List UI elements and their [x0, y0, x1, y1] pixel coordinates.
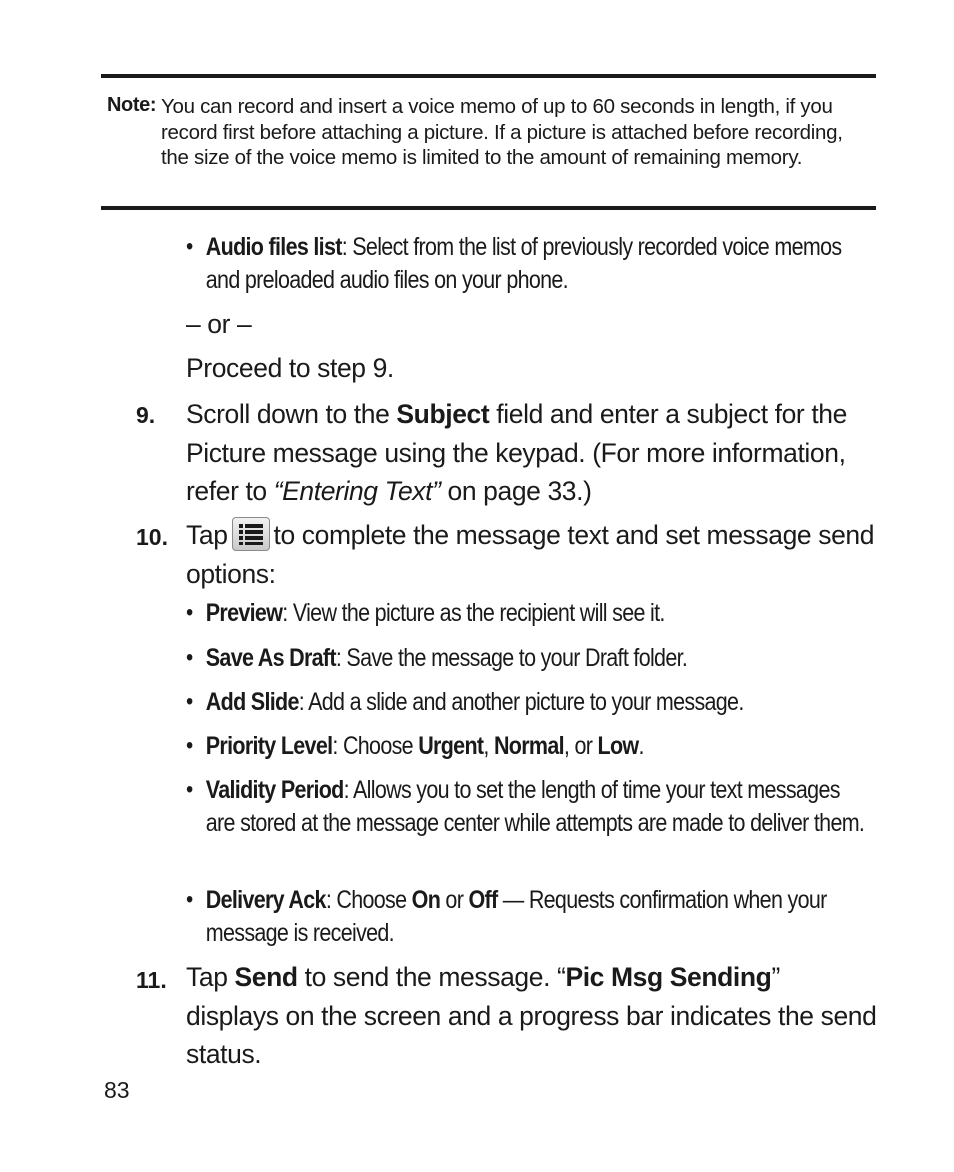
bullet-term: Save As Draft — [205, 644, 336, 672]
bullet-term: Delivery Ack — [205, 886, 326, 914]
bullet-add-slide: • Add Slide: Add a slide and another picture to your message. — [186, 688, 744, 716]
note-box — [101, 74, 876, 210]
proceed-text: Proceed to step 9. — [186, 353, 394, 383]
step-10-text: Tap to complete the message text and set message send options: — [186, 516, 878, 593]
step-11-text: Tap Send to send the message. “Pic Msg Sending” displays on the screen and a progress bar indicates the send status. — [186, 962, 877, 1069]
subject-field-label: Subject — [396, 399, 490, 429]
or-separator: – or – — [186, 309, 252, 339]
bullet-audio-files-list: • Audio files list: Select from the list of previously recorded voice memos and preloaded audio files on your phone. — [186, 233, 842, 294]
page-number: 83 — [104, 1077, 130, 1103]
bullet-delivery-ack: • Delivery Ack: Choose On or Off — Requests confirmation when your message is received. — [186, 886, 827, 947]
bullet-term: Add Slide — [205, 688, 299, 716]
cross-reference: “Entering Text” — [273, 476, 441, 506]
bullet-desc: : View the picture as the recipient will see it. — [282, 599, 665, 627]
bullet-term: Preview — [205, 599, 283, 627]
bullet-desc: : Allows you to set the length of time your text messages are stored at the message center while attempts are made to deliver them. — [205, 776, 865, 837]
menu-list-icon — [232, 517, 270, 551]
bullet-term: Validity Period — [205, 776, 344, 804]
step-9-text: Scroll down to the Subject field and enter a subject for the Picture message using the keypad. (For more information, refer to “Entering Text” on page 33.) — [186, 399, 847, 506]
bullet-desc: : Select from the list of previously recorded voice memos and preloaded audio files on your phone. — [205, 233, 842, 294]
step-number: 10. — [136, 524, 168, 550]
send-label: Send — [234, 962, 298, 992]
bullet-save-as-draft: • Save As Draft: Save the message to your Draft folder. — [186, 644, 688, 672]
bullet-term: Audio files list — [205, 233, 342, 261]
bullet-validity-period: • Validity Period: Allows you to set the length of time your text messages are stored at the message center while attempts are made to deliver them. — [186, 776, 865, 837]
bullet-term: Priority Level — [205, 732, 333, 760]
bullet-priority-level: • Priority Level: Choose Urgent, Normal, or Low. — [186, 732, 644, 760]
bullet-desc: — Requests confirmation when your message is received. — [205, 886, 827, 947]
step-number: 11. — [136, 967, 167, 993]
bullet-preview: • Preview: View the picture as the recipient will see it. — [186, 599, 665, 627]
note-text: You can record and insert a voice memo of up to 60 seconds in length, if you record first before attaching a picture. If a picture is attached before recording, the size of the voice memo is limited to the amount of remaining memory. — [161, 95, 843, 169]
bullet-desc: : Save the message to your Draft folder. — [335, 644, 688, 672]
bullet-desc: : Add a slide and another picture to your message. — [298, 688, 744, 716]
step-number: 9. — [136, 402, 156, 428]
note-label: Note: — [107, 94, 157, 116]
status-message-label: Pic Msg Sending — [565, 962, 772, 992]
